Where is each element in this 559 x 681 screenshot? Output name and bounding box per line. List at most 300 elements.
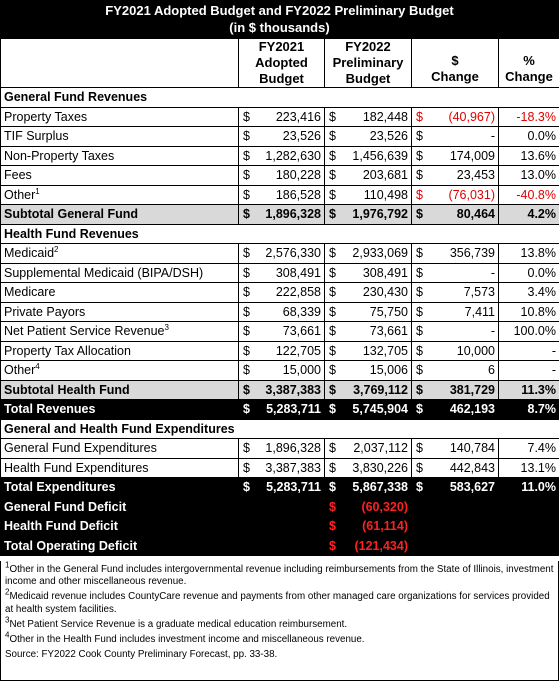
- footnote-text: Other in the Health Fund includes investment income and miscellaneous revenue.: [9, 634, 365, 646]
- row-label-text: Subtotal Health Fund: [4, 382, 130, 397]
- currency-symbol: $: [329, 187, 336, 202]
- amount-value: 5,283,711: [266, 402, 321, 417]
- header-change-line: $: [451, 53, 459, 68]
- deficit-amount: [328, 519, 408, 533]
- amount-value: 462,193: [449, 402, 495, 417]
- amount-value: 15,000: [282, 363, 321, 378]
- amount: [328, 480, 408, 494]
- fy2022-cell: [325, 478, 412, 498]
- amount-value: 5,283,711: [266, 480, 321, 495]
- footnote: [5, 560, 554, 588]
- percent-change-cell: 11.3%: [499, 380, 559, 400]
- amount: [415, 207, 495, 221]
- fy2022-cell: [325, 341, 412, 361]
- amount: [328, 110, 408, 124]
- amount-value: 180,228: [275, 168, 321, 183]
- fy2021-cell: [239, 400, 325, 420]
- percent-change-cell: 11.0%: [499, 478, 559, 498]
- currency-symbol: $: [416, 168, 423, 183]
- expenditure-row: [1, 439, 559, 459]
- deficit-row: [1, 536, 559, 556]
- header-fy2021-line: Adopted: [255, 55, 308, 70]
- amount-value: 75,750: [369, 304, 408, 319]
- percent-change-cell: 13.0%: [499, 166, 559, 186]
- percent-change-cell: 0.0%: [499, 127, 559, 147]
- amount: [242, 246, 321, 260]
- fy2022-cell: [325, 380, 412, 400]
- health-fund-row: [1, 263, 559, 283]
- section-heading: General Fund Revenues: [1, 88, 559, 108]
- amount: [328, 305, 408, 319]
- header-pct-line: Change: [505, 69, 553, 84]
- fy2022-cell: [325, 439, 412, 459]
- amount-value: 381,729: [449, 382, 495, 397]
- footnote-marker: 3: [164, 323, 169, 333]
- fy2021-cell: [239, 302, 325, 322]
- amount: [415, 324, 495, 338]
- currency-symbol: $: [329, 480, 336, 495]
- health-fund-row: [1, 244, 559, 264]
- row-label: [1, 263, 239, 283]
- amount-value: 3,769,112: [353, 382, 408, 397]
- currency-symbol: $: [329, 441, 336, 456]
- general-fund-row: [1, 107, 559, 127]
- fy2022-cell: [325, 361, 412, 381]
- dollar-change-cell: [412, 127, 499, 147]
- dollar-change-cell: [412, 263, 499, 283]
- currency-symbol: $: [329, 519, 336, 534]
- amount: [242, 402, 321, 416]
- percent-change-cell: -: [499, 361, 559, 381]
- row-label-text: Total Expenditures: [4, 480, 116, 495]
- row-label: [1, 322, 239, 342]
- percent-change-cell: 13.1%: [499, 458, 559, 478]
- currency-symbol: $: [329, 265, 336, 280]
- currency-symbol: $: [243, 148, 250, 163]
- currency-symbol: $: [416, 129, 423, 144]
- amount-value: 5,745,904: [352, 402, 408, 417]
- amount-value: -: [490, 129, 495, 144]
- deficit-blank: [499, 517, 559, 537]
- currency-symbol: $: [416, 246, 423, 261]
- amount: [328, 344, 408, 358]
- currency-symbol: $: [243, 207, 250, 222]
- dollar-change-cell: [412, 166, 499, 186]
- amount-value: 308,491: [275, 265, 321, 280]
- percent-change-cell: 7.4%: [499, 439, 559, 459]
- currency-symbol: $: [329, 129, 336, 144]
- currency-symbol: $: [329, 363, 336, 378]
- amount: [242, 363, 321, 377]
- amount: [242, 441, 321, 455]
- amount: [242, 324, 321, 338]
- header-blank: [1, 39, 239, 88]
- amount-value: 23,526: [369, 129, 408, 144]
- footnote: [5, 615, 554, 631]
- amount: [415, 266, 495, 280]
- amount-value: 1,896,328: [265, 441, 321, 456]
- dollar-change-cell: [412, 361, 499, 381]
- dollar-change-cell: [412, 478, 499, 498]
- fy2022-cell: [325, 107, 412, 127]
- header-fy2022-line: FY2022: [345, 39, 391, 54]
- currency-symbol: $: [329, 382, 336, 397]
- fy2021-cell: [239, 185, 325, 205]
- currency-symbol: $: [329, 402, 336, 417]
- fy2021-cell: [239, 341, 325, 361]
- header-fy2021-line: Budget: [259, 71, 304, 86]
- fy2022-cell: [325, 185, 412, 205]
- currency-symbol: $: [416, 324, 423, 339]
- amount: [242, 129, 321, 143]
- header-pct-line: %: [523, 53, 535, 68]
- deficit-blank: [412, 497, 499, 517]
- dollar-change-cell: [412, 107, 499, 127]
- amount-value: 10,000: [456, 343, 495, 358]
- footnote-marker: 2: [54, 245, 59, 255]
- currency-symbol: $: [416, 402, 423, 417]
- budget-table-body: [1, 39, 559, 556]
- fy2022-cell: [325, 322, 412, 342]
- amount: [415, 363, 495, 377]
- amount-value: 23,453: [456, 168, 495, 183]
- deficit-label: Total Operating Deficit: [1, 536, 239, 556]
- amount-value: -: [490, 324, 495, 339]
- currency-symbol: $: [243, 265, 250, 280]
- currency-symbol: $: [243, 129, 250, 144]
- percent-change-cell: 13.8%: [499, 244, 559, 264]
- dollar-change-cell: [412, 146, 499, 166]
- source-note: Source: FY2022 Cook County Preliminary Forecast, pp. 33-38.: [5, 649, 278, 661]
- dollar-change-cell: [412, 380, 499, 400]
- currency-symbol: $: [243, 168, 250, 183]
- percent-change-cell: 8.7%: [499, 400, 559, 420]
- dollar-change-cell: [412, 244, 499, 264]
- amount: [415, 285, 495, 299]
- amount: [415, 246, 495, 260]
- amount: [328, 285, 408, 299]
- amount-value: 223,416: [275, 109, 321, 124]
- health-fund-row: [1, 283, 559, 303]
- amount: [415, 129, 495, 143]
- fy2021-cell: [239, 478, 325, 498]
- amount-value: 23,526: [282, 129, 321, 144]
- deficit-value: (60,320): [361, 499, 408, 514]
- deficit-row: [1, 497, 559, 517]
- header-dollar-change: [412, 39, 499, 88]
- amount: [242, 149, 321, 163]
- amount: [415, 383, 495, 397]
- header-percent-change: [499, 39, 559, 88]
- row-label: [1, 127, 239, 147]
- currency-symbol: $: [416, 343, 423, 358]
- section-health-fund: [1, 224, 559, 244]
- row-label: [1, 166, 239, 186]
- fy2021-cell: [239, 361, 325, 381]
- fy2021-cell: [239, 244, 325, 264]
- amount: [415, 441, 495, 455]
- row-label-text: Fees: [4, 168, 32, 183]
- row-label: [1, 283, 239, 303]
- footnote-text: Net Patient Service Revenue is a graduate medical education reimbursement.: [9, 618, 348, 630]
- amount: [328, 246, 408, 260]
- row-label: [1, 439, 239, 459]
- amount-value: 583,627: [449, 480, 495, 495]
- currency-symbol: $: [243, 109, 250, 124]
- deficit-label: General Fund Deficit: [1, 497, 239, 517]
- currency-symbol: $: [329, 324, 336, 339]
- deficit-blank: [239, 536, 325, 556]
- amount-value: 15,006: [369, 363, 408, 378]
- amount: [328, 207, 408, 221]
- amount: [328, 461, 408, 475]
- header-fy2022-line: Preliminary: [332, 55, 404, 70]
- fy2022-cell: [325, 127, 412, 147]
- amount: [242, 305, 321, 319]
- amount: [242, 285, 321, 299]
- currency-symbol: $: [329, 246, 336, 261]
- health-fund-row: [1, 361, 559, 381]
- currency-symbol: $: [416, 187, 423, 202]
- amount: [328, 266, 408, 280]
- row-label-text: Other: [4, 187, 36, 202]
- amount: [242, 207, 321, 221]
- row-label-text: Other: [4, 363, 36, 378]
- subtotal-general-row: [1, 205, 559, 225]
- row-label-text: Medicare: [4, 285, 56, 300]
- amount-value: 73,661: [282, 324, 321, 339]
- footnote: [5, 588, 554, 615]
- amount-value: (40,967): [448, 109, 495, 124]
- fy2022-cell: [325, 166, 412, 186]
- amount-value: 3,387,383: [265, 460, 321, 475]
- row-label-text: General Fund Expenditures: [4, 441, 157, 456]
- currency-symbol: $: [243, 246, 250, 261]
- header-change-line: Change: [431, 69, 479, 84]
- header-fy2021: [239, 39, 325, 88]
- amount-value: 132,705: [362, 343, 408, 358]
- amount: [328, 324, 408, 338]
- currency-symbol: $: [329, 460, 336, 475]
- amount: [242, 344, 321, 358]
- row-label: [1, 400, 239, 420]
- deficit-blank: [239, 497, 325, 517]
- row-label-text: TIF Surplus: [4, 129, 69, 144]
- total-revenues-row: [1, 400, 559, 420]
- section-heading: General and Health Fund Expenditures: [1, 419, 559, 439]
- amount: [415, 344, 495, 358]
- currency-symbol: $: [243, 187, 250, 202]
- amount: [328, 188, 408, 202]
- amount: [415, 480, 495, 494]
- row-label: [1, 302, 239, 322]
- fy2021-cell: [239, 146, 325, 166]
- fy2022-cell: [325, 302, 412, 322]
- dollar-change-cell: [412, 458, 499, 478]
- footnote-marker: 4: [35, 362, 40, 372]
- deficit-value: (61,114): [362, 519, 408, 534]
- currency-symbol: $: [329, 285, 336, 300]
- fy2022-cell: [325, 263, 412, 283]
- amount-value: -: [490, 265, 495, 280]
- currency-symbol: $: [243, 382, 250, 397]
- row-label-text: Supplemental Medicaid (BIPA/DSH): [4, 265, 204, 280]
- currency-symbol: $: [329, 168, 336, 183]
- row-label: [1, 185, 239, 205]
- footnote-number: 4: [5, 630, 10, 640]
- amount: [415, 402, 495, 416]
- amount: [242, 266, 321, 280]
- currency-symbol: $: [243, 441, 250, 456]
- row-label: [1, 478, 239, 498]
- fy2021-cell: [239, 439, 325, 459]
- currency-symbol: $: [416, 460, 423, 475]
- deficit-value: (121,434): [354, 538, 408, 553]
- amount-value: 7,573: [463, 285, 495, 300]
- amount: [328, 129, 408, 143]
- currency-symbol: $: [416, 148, 423, 163]
- percent-change-cell: 4.2%: [499, 205, 559, 225]
- amount-value: 110,498: [363, 187, 408, 202]
- header-fy2021-line: FY2021: [258, 39, 305, 54]
- dollar-change-cell: [412, 302, 499, 322]
- amount-value: 1,896,328: [265, 207, 321, 222]
- amount: [415, 149, 495, 163]
- footnotes: [0, 561, 559, 681]
- currency-symbol: $: [416, 382, 423, 397]
- amount: [242, 480, 321, 494]
- section-expenditures: [1, 419, 559, 439]
- amount-value: 186,528: [275, 187, 321, 202]
- fy2021-cell: [239, 283, 325, 303]
- amount: [415, 305, 495, 319]
- amount-value: 442,843: [449, 460, 495, 475]
- fy2022-cell: [325, 205, 412, 225]
- footnote: [5, 630, 554, 646]
- percent-change-cell: -40.8%: [499, 185, 559, 205]
- fy2021-cell: [239, 263, 325, 283]
- row-label: [1, 205, 239, 225]
- subtotal-health-row: [1, 380, 559, 400]
- row-label-text: Total Revenues: [4, 402, 96, 417]
- footnote-text: Medicaid revenue includes CountyCare revenue and payments from other managed care organizations for services provided at health system facilities.: [5, 591, 550, 615]
- currency-symbol: $: [329, 304, 336, 319]
- amount-value: 222,858: [275, 285, 321, 300]
- currency-symbol: $: [329, 148, 336, 163]
- currency-symbol: $: [416, 480, 423, 495]
- currency-symbol: $: [329, 207, 336, 222]
- general-fund-row: [1, 185, 559, 205]
- row-label-text: Private Payors: [4, 304, 86, 319]
- deficit-value-cell: [325, 517, 412, 537]
- currency-symbol: $: [416, 304, 423, 319]
- amount-value: 3,387,383: [265, 382, 321, 397]
- row-label-text: Property Taxes: [4, 109, 88, 124]
- amount-value: 203,681: [362, 168, 408, 183]
- row-label-text: Non-Property Taxes: [4, 148, 115, 163]
- currency-symbol: $: [416, 363, 423, 378]
- general-fund-row: [1, 166, 559, 186]
- currency-symbol: $: [243, 324, 250, 339]
- amount-value: (76,031): [448, 187, 495, 202]
- deficit-amount: [328, 539, 408, 553]
- percent-change-cell: 0.0%: [499, 263, 559, 283]
- amount-value: 1,456,639: [352, 148, 408, 163]
- amount: [328, 149, 408, 163]
- health-fund-row: [1, 341, 559, 361]
- amount-value: 182,448: [362, 109, 408, 124]
- amount-value: 2,037,112: [353, 441, 408, 456]
- amount: [242, 110, 321, 124]
- currency-symbol: $: [329, 499, 336, 514]
- dollar-change-cell: [412, 439, 499, 459]
- footnote-number: 3: [5, 615, 10, 625]
- general-fund-row: [1, 127, 559, 147]
- fy2021-cell: [239, 458, 325, 478]
- deficit-amount: [328, 500, 408, 514]
- currency-symbol: $: [243, 460, 250, 475]
- deficit-value-cell: [325, 536, 412, 556]
- fy2021-cell: [239, 127, 325, 147]
- deficit-blank: [239, 517, 325, 537]
- amount-value: 6: [488, 363, 495, 378]
- amount-value: 1,282,630: [265, 148, 321, 163]
- currency-symbol: $: [416, 265, 423, 280]
- health-fund-row: [1, 322, 559, 342]
- dollar-change-cell: [412, 322, 499, 342]
- row-label: [1, 380, 239, 400]
- amount-value: 122,705: [275, 343, 321, 358]
- title-line-1: FY2021 Adopted Budget and FY2022 Preliminary Budget: [105, 3, 454, 18]
- amount-value: 174,009: [449, 148, 495, 163]
- percent-change-cell: 3.4%: [499, 283, 559, 303]
- fy2022-cell: [325, 146, 412, 166]
- amount: [328, 441, 408, 455]
- currency-symbol: $: [329, 109, 336, 124]
- dollar-change-cell: [412, 205, 499, 225]
- row-label: [1, 341, 239, 361]
- currency-symbol: $: [329, 538, 336, 553]
- amount-value: 80,464: [456, 207, 495, 222]
- fy2022-cell: [325, 400, 412, 420]
- currency-symbol: $: [416, 109, 423, 124]
- footnote-number: 2: [5, 588, 10, 598]
- row-label: [1, 244, 239, 264]
- amount: [415, 461, 495, 475]
- budget-table: [0, 38, 559, 556]
- dollar-change-cell: [412, 400, 499, 420]
- row-label: [1, 458, 239, 478]
- percent-change-cell: 13.6%: [499, 146, 559, 166]
- amount-value: 356,739: [449, 246, 495, 261]
- row-label-text: Net Patient Service Revenue: [4, 324, 165, 339]
- fy2021-cell: [239, 166, 325, 186]
- amount-value: 7,411: [464, 304, 495, 319]
- amount: [415, 168, 495, 182]
- deficit-label: Health Fund Deficit: [1, 517, 239, 537]
- footnote-marker: 1: [35, 186, 40, 196]
- header-fy2022: [325, 39, 412, 88]
- deficit-blank: [499, 497, 559, 517]
- amount-value: 140,784: [449, 441, 495, 456]
- amount: [415, 188, 495, 202]
- percent-change-cell: -18.3%: [499, 107, 559, 127]
- amount: [328, 363, 408, 377]
- section-general-fund: [1, 88, 559, 108]
- row-label: [1, 107, 239, 127]
- deficit-value-cell: [325, 497, 412, 517]
- fy2022-cell: [325, 283, 412, 303]
